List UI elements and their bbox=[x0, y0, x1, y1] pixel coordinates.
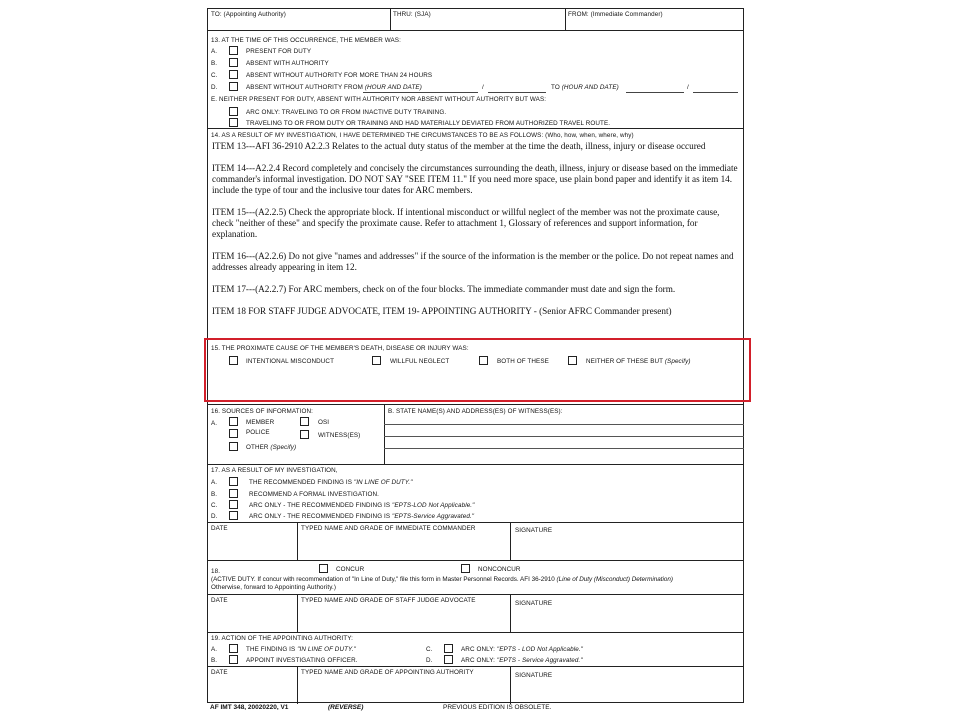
option-letter: B. bbox=[211, 491, 218, 498]
arc-inactive-duty-checkbox[interactable] bbox=[229, 107, 238, 116]
item13-title: 13. AT THE TIME OF THIS OCCURRENCE, THE MEMBER WAS: bbox=[211, 37, 401, 44]
epts-not-applicable-checkbox[interactable] bbox=[229, 500, 238, 509]
item18-section bbox=[208, 561, 743, 595]
witness-line[interactable] bbox=[384, 424, 744, 425]
both-of-these-label: BOTH OF THESE bbox=[497, 358, 549, 365]
item18-title: 18. bbox=[211, 568, 221, 575]
item13-section bbox=[208, 31, 743, 129]
date-label: DATE bbox=[211, 597, 228, 604]
other-source-label: OTHER (Specify) bbox=[246, 444, 297, 451]
member-source-label: MEMBER bbox=[246, 419, 275, 426]
appointing-authority-label: TYPED NAME AND GRADE OF APPOINTING AUTHORITY bbox=[301, 669, 474, 676]
police-source-checkbox[interactable] bbox=[229, 429, 238, 438]
option-letter: D. bbox=[426, 657, 433, 664]
finding-in-line-of-duty-label: THE FINDING IS "IN LINE OF DUTY." bbox=[246, 646, 356, 653]
option-letter: A. bbox=[211, 479, 218, 486]
epts-service-aggravated-label: ARC ONLY - THE RECOMMENDED FINDING IS "EPTS-Service Aggravated." bbox=[249, 513, 475, 520]
member-source-checkbox[interactable] bbox=[229, 417, 238, 426]
item15-highlight-box bbox=[204, 338, 751, 402]
slash: / bbox=[482, 84, 484, 91]
item16-title: 16. SOURCES OF INFORMATION: bbox=[211, 408, 313, 415]
item14-title: 14. AS A RESULT OF MY INVESTIGATION, I HAVE DETERMINED THE CIRCUMSTANCES TO BE AS FOLLOWS: (Who, how, when, where, why) bbox=[211, 132, 634, 139]
option-letter: D. bbox=[211, 84, 218, 91]
item16-instruction: ITEM 16---(A2.2.6) Do not give "names and addresses" if the source of the information is the member or the police. Do not repeat names and addresses already appearing in item 12. bbox=[212, 251, 734, 272]
item17-section bbox=[208, 465, 743, 523]
header-row bbox=[208, 9, 743, 31]
appoint-investigating-officer-label: APPOINT INVESTIGATING OFFICER. bbox=[246, 657, 358, 664]
witness-addresses-title: B. STATE NAME(S) AND ADDRESS(ES) OF WITNESS(ES): bbox=[388, 408, 563, 415]
signature-label: SIGNATURE bbox=[515, 672, 553, 679]
item16-section bbox=[208, 405, 743, 465]
osi-source-label: OSI bbox=[318, 419, 330, 426]
neither-of-these-label: NEITHER OF THESE BUT (Specify) bbox=[586, 358, 691, 365]
form-id: AF IMT 348, 20020220, V1 bbox=[210, 704, 289, 711]
police-source-label: POLICE bbox=[246, 429, 270, 436]
option-letter: B. bbox=[211, 657, 218, 664]
formal-investigation-checkbox[interactable] bbox=[229, 489, 238, 498]
option-letter: B. bbox=[211, 60, 218, 67]
slash: / bbox=[687, 84, 689, 91]
date-label: DATE bbox=[211, 669, 228, 676]
other-source-checkbox[interactable] bbox=[229, 442, 238, 451]
witness-source-checkbox[interactable] bbox=[300, 430, 309, 439]
option-letter: C. bbox=[211, 72, 218, 79]
appoint-investigating-officer-checkbox[interactable] bbox=[229, 655, 238, 664]
concur-checkbox[interactable] bbox=[319, 564, 328, 573]
option-letter: A. bbox=[211, 420, 218, 427]
in-line-of-duty-checkbox[interactable] bbox=[229, 477, 238, 486]
signature-label: SIGNATURE bbox=[515, 600, 553, 607]
absent-from-date-field[interactable] bbox=[488, 92, 546, 93]
present-for-duty-checkbox[interactable] bbox=[229, 46, 238, 55]
option-letter: C. bbox=[211, 502, 218, 509]
absent-from-field[interactable] bbox=[363, 92, 478, 93]
absent-with-authority-checkbox[interactable] bbox=[229, 58, 238, 67]
arc-epts-not-applicable-label: ARC ONLY: "EPTS - LOD Not Applicable." bbox=[461, 646, 584, 653]
item15-instruction: ITEM 15---(A2.2.5) Check the appropriate block. If intentional misconduct or willful neglect of the member was not the proximate cause, check "neither of these" and specify the proximate cause. Refer to attachment 1, Glossary of references and support information, for explanation. bbox=[212, 207, 720, 239]
to-hour-label: TO (HOUR AND DATE) bbox=[551, 84, 619, 91]
item17-signature-row bbox=[208, 523, 743, 561]
item18-19-instruction: ITEM 18 FOR STAFF JUDGE ADVOCATE, ITEM 19- APPOINTING AUTHORITY - (Senior AFRC Commander present) bbox=[212, 306, 672, 316]
nonconcur-checkbox[interactable] bbox=[461, 564, 470, 573]
in-line-of-duty-label: THE RECOMMENDED FINDING IS "IN LINE OF DUTY." bbox=[249, 479, 413, 486]
arc-epts-not-applicable-checkbox[interactable] bbox=[444, 644, 453, 653]
absent-to-date-field[interactable] bbox=[693, 92, 738, 93]
item18-note: (ACTIVE DUTY. If concur with recommendation of "In Line of Duty," file this form in Master Personnel Records. AFI 36-2910 (Line of Duty (Misconduct) Determination) bbox=[211, 576, 674, 583]
formal-investigation-label: RECOMMEND A FORMAL INVESTIGATION. bbox=[249, 491, 379, 498]
present-for-duty-label: PRESENT FOR DUTY bbox=[246, 48, 312, 55]
nonconcur-label: NONCONCUR bbox=[478, 566, 521, 573]
item19-signature-row bbox=[208, 667, 743, 704]
absent-with-authority-label: ABSENT WITH AUTHORITY bbox=[246, 60, 329, 67]
option-letter: D. bbox=[211, 513, 218, 520]
deviated-route-checkbox[interactable] bbox=[229, 118, 238, 127]
finding-in-line-of-duty-checkbox[interactable] bbox=[229, 644, 238, 653]
item15-title: 15. THE PROXIMATE CAUSE OF THE MEMBER'S DEATH, DISEASE OR INJURY WAS: bbox=[211, 345, 469, 352]
epts-not-applicable-label: ARC ONLY - THE RECOMMENDED FINDING IS "EPTS-LOD Not Applicable." bbox=[249, 502, 475, 509]
willful-neglect-label: WILLFUL NEGLECT bbox=[390, 358, 450, 365]
arc-inactive-duty-label: ARC ONLY: TRAVELING TO OR FROM INACTIVE DUTY TRAINING. bbox=[246, 109, 447, 116]
item18-signature-row bbox=[208, 595, 743, 633]
option-letter: A. bbox=[211, 646, 218, 653]
item19-title: 19. ACTION OF THE APPOINTING AUTHORITY: bbox=[211, 635, 353, 642]
absent-without-authority-label: ABSENT WITHOUT AUTHORITY FOR MORE THAN 24 HOURS bbox=[246, 72, 433, 79]
obsolete-notice: PREVIOUS EDITION IS OBSOLETE. bbox=[443, 704, 552, 711]
intentional-misconduct-label: INTENTIONAL MISCONDUCT bbox=[246, 358, 335, 365]
reverse-label: (REVERSE) bbox=[328, 704, 364, 711]
epts-service-aggravated-checkbox[interactable] bbox=[229, 511, 238, 520]
item17-instruction: ITEM 17---(A2.2.7) For ARC members, check on of the four blocks. The immediate commander must date and sign the form. bbox=[212, 284, 676, 294]
item17-title: 17. AS A RESULT OF MY INVESTIGATION, bbox=[211, 467, 338, 474]
immediate-commander-label: TYPED NAME AND GRADE OF IMMEDIATE COMMANDER bbox=[301, 525, 476, 532]
arc-epts-service-aggravated-checkbox[interactable] bbox=[444, 655, 453, 664]
absent-without-authority-checkbox[interactable] bbox=[229, 70, 238, 79]
signature-label: SIGNATURE bbox=[515, 527, 553, 534]
item14-instructions[interactable] bbox=[212, 141, 740, 328]
witness-source-label: WITNESS(ES) bbox=[318, 432, 361, 439]
deviated-route-label: TRAVELING TO OR FROM DUTY OR TRAINING AND HAD MATERIALLY DEVIATED FROM AUTHORIZED TRAVEL ROUTE. bbox=[246, 120, 611, 127]
item18-note-2: Otherwise, forward to Appointing Authority.) bbox=[211, 584, 337, 591]
staff-judge-advocate-label: TYPED NAME AND GRADE OF STAFF JUDGE ADVOCATE bbox=[301, 597, 476, 604]
from-label: FROM: (Immediate Commander) bbox=[568, 11, 663, 18]
absent-to-field[interactable] bbox=[626, 92, 684, 93]
item14-section bbox=[208, 129, 743, 339]
concur-label: CONCUR bbox=[336, 566, 365, 573]
item14-instruction: ITEM 14---A2.2.4 Record completely and concisely the circumstances surrounding the death, illness, injury or disease based on the immediate commander's informal investigation. DO NOT SAY "SEE ITEM 11." If you need more space, use plain bond paper and identify it as item 14. include the type of tour and the inclusive tour dates for ARC members. bbox=[212, 163, 738, 195]
date-label: DATE bbox=[211, 525, 228, 532]
item13-instruction: ITEM 13---AFI 36-2910 A2.2.3 Relates to the actual duty status of the member at the time the death, illness, injury or disease occured bbox=[212, 141, 706, 151]
to-label: TO: (Appointing Authority) bbox=[211, 11, 286, 18]
absent-from-label: ABSENT WITHOUT AUTHORITY FROM (HOUR AND DATE) bbox=[246, 84, 422, 91]
item13-e-label: E. NEITHER PRESENT FOR DUTY, ABSENT WITH AUTHORITY NOR ABSENT WITHOUT AUTHORITY BUT WAS: bbox=[211, 96, 547, 103]
witness-line[interactable] bbox=[384, 436, 744, 437]
option-letter: C. bbox=[426, 646, 433, 653]
option-letter: A. bbox=[211, 48, 218, 55]
arc-epts-service-aggravated-label: ARC ONLY: "EPTS - Service Aggravated." bbox=[461, 657, 583, 664]
osi-source-checkbox[interactable] bbox=[300, 417, 309, 426]
thru-label: THRU: (SJA) bbox=[393, 11, 431, 18]
absent-from-checkbox[interactable] bbox=[229, 82, 238, 91]
witness-line[interactable] bbox=[384, 448, 744, 449]
item19-section bbox=[208, 633, 743, 667]
